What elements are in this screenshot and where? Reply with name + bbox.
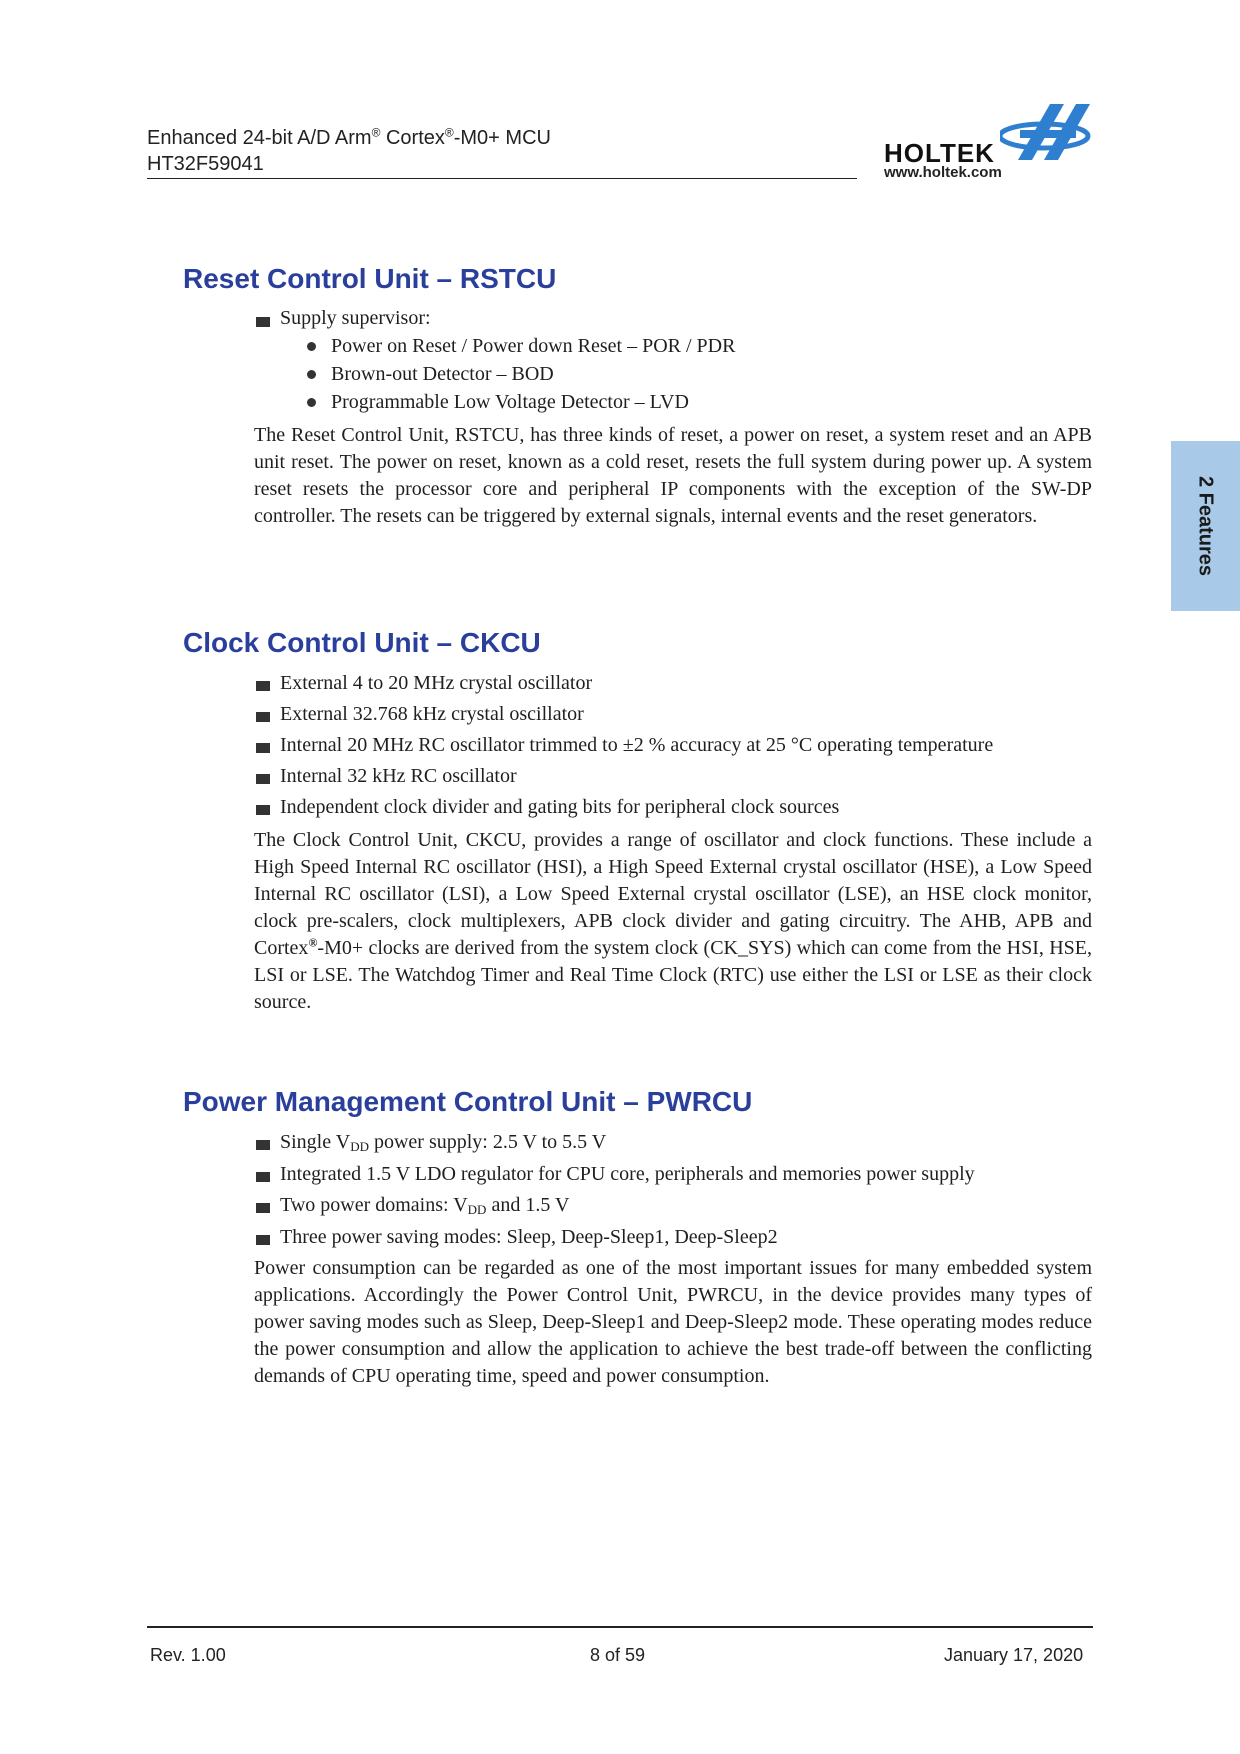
publish-date: January 17, 2020 xyxy=(944,1645,1084,1665)
list-item: Supply supervisor: Power on Reset / Power down Reset – POR / PDR Brown-out Detector – BOD Programmable Low Voltage Detector – LVD xyxy=(256,304,1096,416)
list-item: Brown-out Detector – BOD xyxy=(307,360,1096,388)
list-item: Independent clock divider and gating bits for peripheral clock sources xyxy=(256,792,1096,823)
part-number: HT32F59041 xyxy=(147,153,264,175)
list-item: Three power saving modes: Sleep, Deep-Sleep1, Deep-Sleep2 xyxy=(256,1222,1096,1253)
pwrcu-list xyxy=(256,1127,1096,1253)
list-item: External 32.768 kHz crystal oscillator xyxy=(256,699,1096,730)
document-header xyxy=(147,125,857,177)
footer-divider xyxy=(147,1626,1093,1628)
list-item: Single VDD power supply: 2.5 V to 5.5 V xyxy=(256,1127,1096,1159)
rstcu-list xyxy=(256,304,1096,416)
list-item: External 4 to 20 MHz crystal oscillator xyxy=(256,668,1096,699)
list-item: Internal 20 MHz RC oscillator trimmed to ±2 % accuracy at 25 °C operating temperature xyxy=(256,730,1096,761)
rstcu-sublist xyxy=(280,332,1096,416)
ckcu-list xyxy=(256,668,1096,823)
list-item: Power on Reset / Power down Reset – POR / PDR xyxy=(307,332,1096,360)
list-item: Programmable Low Voltage Detector – LVD xyxy=(307,388,1096,416)
chapter-tab-label: 2 Features xyxy=(1194,475,1217,577)
list-item: Internal 32 kHz RC oscillator xyxy=(256,761,1096,792)
logo-url: www.holtek.com xyxy=(884,164,1002,181)
document-title: Enhanced 24-bit A/D Arm® Cortex®-M0+ MCU xyxy=(147,125,551,149)
section-title-rstcu: Reset Control Unit – RSTCU xyxy=(183,263,557,294)
chapter-tab xyxy=(1171,441,1240,611)
section-title-pwrcu: Power Management Control Unit – PWRCU xyxy=(183,1086,753,1117)
page-number: 8 of 59 xyxy=(590,1645,646,1665)
header-divider xyxy=(147,178,857,179)
list-item: Two power domains: VDD and 1.5 V xyxy=(256,1190,1096,1222)
pwrcu-paragraph: Power consumption can be regarded as one of the most important issues for many embedded system applications. Accordingly the Power Control Unit, PWRCU, in the device provides many types of power saving modes such as Sleep, Deep-Sleep1 and Deep-Sleep2 mode. These operating modes reduce the power consumption and allow the application to achieve the best trade-off between the conflicting demands of CPU operating time, speed and power consumption. xyxy=(254,1257,1092,1387)
revision: Rev. 1.00 xyxy=(150,1645,226,1665)
ckcu-paragraph: The Clock Control Unit, CKCU, provides a range of oscillator and clock functions. These include a High Speed Internal RC oscillator (HSI), a High Speed External crystal oscillator (HSE), a Low Speed Internal RC oscillator (LSI), a Low Speed External crystal oscillator (LSE), an HSE clock monitor, clock pre-scalers, clock multiplexers, APB clock divider and gating circuitry. The AHB, APB and Cortex®-M0+ clocks are derived from the system clock (CK_SYS) which can come from the HSI, HSE, LSI or LSE. The Watchdog Timer and Real Time Clock (RTC) use either the LSI or LSE as their clock source. xyxy=(254,829,1092,1013)
holtek-logo-icon xyxy=(1000,98,1096,168)
rstcu-paragraph: The Reset Control Unit, RSTCU, has three kinds of reset, a power on reset, a system reset and an APB unit reset. The power on reset, known as a cold reset, resets the full system during power up. A system reset resets the processor core and peripheral IP components with the exception of the SW-DP controller. The resets can be triggered by external signals, internal events and the reset generators. xyxy=(254,424,1092,527)
section-title-ckcu: Clock Control Unit – CKCU xyxy=(183,627,541,658)
list-item: Integrated 1.5 V LDO regulator for CPU core, peripherals and memories power supply xyxy=(256,1159,1096,1190)
holtek-logo xyxy=(880,98,1095,182)
logo-wordmark: HOLTEK xyxy=(884,138,995,168)
